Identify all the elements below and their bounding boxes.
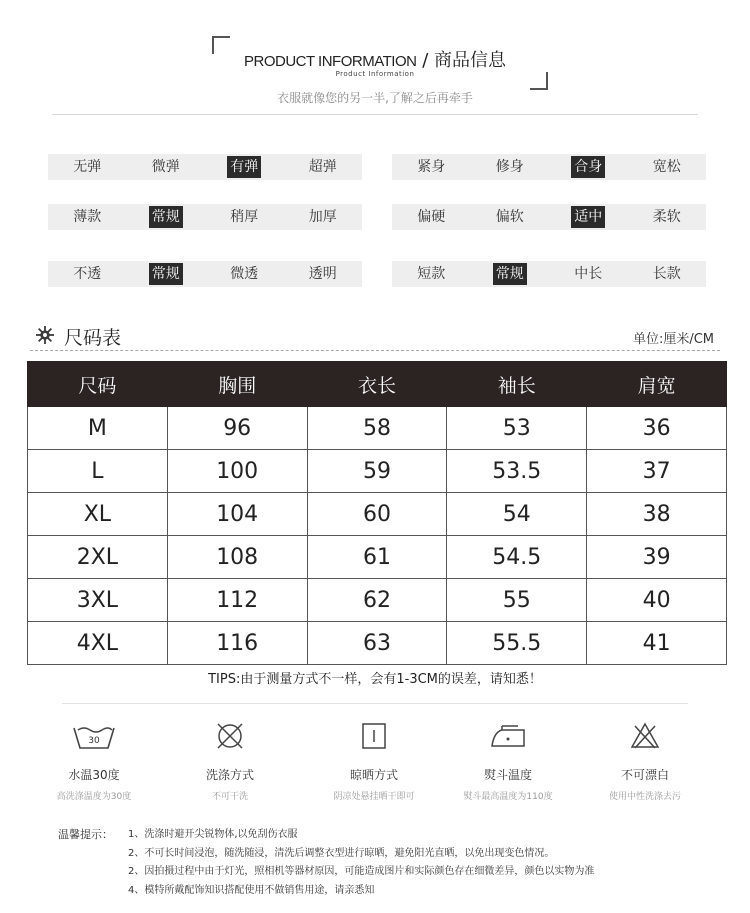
sleeve-cell: 55 bbox=[447, 579, 587, 622]
attribute-option: 紧身 bbox=[417, 159, 446, 175]
attribute-option-selected: 适中 bbox=[571, 206, 605, 228]
chest-cell: 100 bbox=[167, 450, 307, 493]
size-cell: L bbox=[28, 450, 168, 493]
size-cell: 4XL bbox=[28, 622, 168, 665]
attribute-option-cell bbox=[392, 156, 471, 178]
wash-30-icon bbox=[72, 720, 116, 752]
attribute-option-selected: 合身 bbox=[571, 156, 605, 178]
size-table-header bbox=[28, 362, 727, 407]
sleeve-cell: 54.5 bbox=[447, 536, 587, 579]
attribute-option: 柔软 bbox=[652, 209, 681, 225]
size-cell: M bbox=[28, 407, 168, 450]
care-label: 熨斗温度 bbox=[483, 768, 532, 782]
attribute-option-selected: 常规 bbox=[149, 206, 183, 228]
reminder-item: 1、洗涤时避开尖锐物体,以免刮伤衣服 bbox=[128, 829, 298, 840]
attribute-option: 微透 bbox=[230, 266, 259, 282]
right-attribute-row bbox=[392, 154, 706, 180]
right-attribute-row bbox=[392, 204, 706, 230]
attribute-option-cell bbox=[628, 263, 707, 285]
chest-cell: 96 bbox=[167, 407, 307, 450]
attribute-option-selected: 有弹 bbox=[227, 156, 261, 178]
attribute-option-cell bbox=[471, 263, 550, 285]
sleeve-cell: 53.5 bbox=[447, 450, 587, 493]
attribute-option: 加厚 bbox=[308, 209, 337, 225]
care-divider bbox=[62, 703, 688, 704]
header-chest: 胸围 bbox=[167, 362, 307, 407]
header-length: 衣长 bbox=[307, 362, 447, 407]
chest-cell: 112 bbox=[167, 579, 307, 622]
care-label: 洗涤方式 bbox=[205, 768, 254, 782]
attribute-option-cell bbox=[284, 156, 363, 178]
header-size: 尺码 bbox=[28, 362, 168, 407]
shoulder-cell: 37 bbox=[587, 450, 727, 493]
attribute-option: 透明 bbox=[308, 266, 337, 282]
attribute-option: 无弹 bbox=[73, 159, 102, 175]
length-cell: 60 bbox=[307, 493, 447, 536]
length-cell: 63 bbox=[307, 622, 447, 665]
size-cell: 3XL bbox=[28, 579, 168, 622]
attribute-option-cell bbox=[205, 206, 284, 228]
size-table-row bbox=[28, 493, 727, 536]
attribute-option-cell bbox=[284, 206, 363, 228]
size-cell: XL bbox=[28, 493, 168, 536]
left-attribute-row bbox=[48, 204, 362, 230]
attribute-option-cell bbox=[48, 206, 127, 228]
care-note: 高洗涤温度为30度 bbox=[56, 792, 132, 802]
attribute-option-cell bbox=[284, 263, 363, 285]
size-table-row bbox=[28, 622, 727, 665]
chest-cell: 108 bbox=[167, 536, 307, 579]
length-cell: 62 bbox=[307, 579, 447, 622]
header-divider bbox=[52, 114, 698, 115]
attribute-option-cell bbox=[127, 156, 206, 178]
sleeve-cell: 55.5 bbox=[447, 622, 587, 665]
attribute-option: 偏软 bbox=[495, 209, 524, 225]
attribute-option-selected: 常规 bbox=[149, 263, 183, 285]
attribute-option: 中长 bbox=[574, 266, 603, 282]
attribute-option: 宽松 bbox=[652, 159, 681, 175]
attribute-option-cell bbox=[48, 263, 127, 285]
attribute-option: 偏硬 bbox=[417, 209, 446, 225]
title-separator: / bbox=[422, 50, 429, 71]
shoulder-cell: 38 bbox=[587, 493, 727, 536]
reminder-item: 2、因拍摄过程中由于灯光，照相机等器材原因，可能造成图片和实际颜色存在细微差异，颜色以实物为准 bbox=[128, 866, 595, 877]
care-note: 阴凉处悬挂晒干即可 bbox=[333, 792, 415, 802]
shoulder-cell: 40 bbox=[587, 579, 727, 622]
attribute-option: 微弹 bbox=[151, 159, 180, 175]
size-table-row bbox=[28, 579, 727, 622]
reminder-item: 4、模特所戴配饰知识搭配使用不做销售用途，请亲悉知 bbox=[128, 884, 375, 896]
care-label: 不可漂白 bbox=[620, 768, 669, 782]
reminder-label: 温馨提示： bbox=[58, 828, 113, 841]
reminder-list bbox=[128, 826, 594, 900]
size-chart-title: 尺码表 bbox=[64, 327, 122, 349]
attribute-option-cell bbox=[205, 263, 284, 285]
iron-icon bbox=[488, 720, 528, 752]
attribute-option-cell bbox=[628, 206, 707, 228]
shoulder-cell: 36 bbox=[587, 407, 727, 450]
shoulder-cell: 39 bbox=[587, 536, 727, 579]
care-label: 晾晒方式 bbox=[349, 768, 398, 782]
attribute-option-cell bbox=[48, 156, 127, 178]
size-table bbox=[27, 361, 727, 665]
page-title bbox=[0, 46, 750, 72]
attribute-option-cell bbox=[471, 156, 550, 178]
attribute-option-cell bbox=[549, 206, 628, 228]
length-cell: 58 bbox=[307, 407, 447, 450]
attribute-option: 修身 bbox=[495, 159, 524, 175]
attribute-option-cell bbox=[392, 206, 471, 228]
attribute-option: 薄款 bbox=[73, 209, 102, 225]
shoulder-cell: 41 bbox=[587, 622, 727, 665]
care-item-drying bbox=[309, 720, 439, 802]
size-table-row bbox=[28, 450, 727, 493]
page-subtitle: Product Information bbox=[335, 70, 415, 78]
left-attribute-row bbox=[48, 261, 362, 287]
attribute-option-cell bbox=[549, 263, 628, 285]
sleeve-cell: 54 bbox=[447, 493, 587, 536]
attribute-option-cell bbox=[205, 156, 284, 178]
reminder-item: 2、不可长时间浸泡，随洗随浸，清洗后调整衣型进行晾晒，避免阳光直晒，以免出现变色情况。 bbox=[128, 847, 555, 859]
size-cell: 2XL bbox=[28, 536, 168, 579]
attribute-option: 长款 bbox=[652, 266, 681, 282]
attribute-option-cell bbox=[127, 206, 206, 228]
attribute-option: 不透 bbox=[73, 266, 102, 282]
chest-cell: 116 bbox=[167, 622, 307, 665]
attribute-option-selected: 常规 bbox=[493, 263, 527, 285]
attribute-option-cell bbox=[392, 263, 471, 285]
right-attribute-row bbox=[392, 261, 706, 287]
care-item-wash-temp bbox=[29, 720, 159, 802]
header-sleeve: 袖长 bbox=[447, 362, 587, 407]
care-item-ironing bbox=[443, 720, 573, 802]
care-item-washing bbox=[165, 720, 295, 802]
attribute-option-cell bbox=[628, 156, 707, 178]
care-note: 不可干洗 bbox=[211, 792, 248, 802]
length-cell: 59 bbox=[307, 450, 447, 493]
length-cell: 61 bbox=[307, 536, 447, 579]
care-label: 水温30度 bbox=[68, 768, 120, 782]
attribute-option-cell bbox=[549, 156, 628, 178]
wash-temp-text: 30 bbox=[88, 736, 100, 746]
chest-cell: 104 bbox=[167, 493, 307, 536]
care-item-bleach bbox=[580, 720, 710, 802]
no-bleach-icon bbox=[629, 720, 661, 752]
sleeve-cell: 53 bbox=[447, 407, 587, 450]
size-table-row bbox=[28, 536, 727, 579]
size-chart-divider bbox=[30, 350, 720, 351]
attribute-option: 稍厚 bbox=[230, 209, 259, 225]
gear-icon bbox=[36, 326, 54, 344]
attribute-option-cell bbox=[471, 206, 550, 228]
left-attribute-row bbox=[48, 154, 362, 180]
measurement-tips: TIPS:由于测量方式不一样，会有1-3CM的误差，请知悉！ bbox=[208, 672, 542, 687]
no-wash-icon bbox=[214, 720, 246, 752]
title-chinese: 商品信息 bbox=[434, 50, 506, 71]
attribute-option: 超弹 bbox=[308, 159, 337, 175]
care-note: 使用中性洗涤去污 bbox=[608, 792, 681, 802]
title-english: PRODUCT INFORMATION bbox=[244, 53, 417, 70]
attribute-option: 短款 bbox=[417, 266, 446, 282]
attribute-option-cell bbox=[127, 263, 206, 285]
size-chart-unit: 单位:厘米/CM bbox=[632, 332, 714, 347]
care-note: 熨斗最高温度为110度 bbox=[463, 792, 553, 802]
header-shoulder: 肩宽 bbox=[587, 362, 727, 407]
hang-dry-icon bbox=[358, 720, 390, 752]
tagline: 衣服就像您的另一半,了解之后再牵手 bbox=[277, 91, 473, 105]
size-table-row bbox=[28, 407, 727, 450]
